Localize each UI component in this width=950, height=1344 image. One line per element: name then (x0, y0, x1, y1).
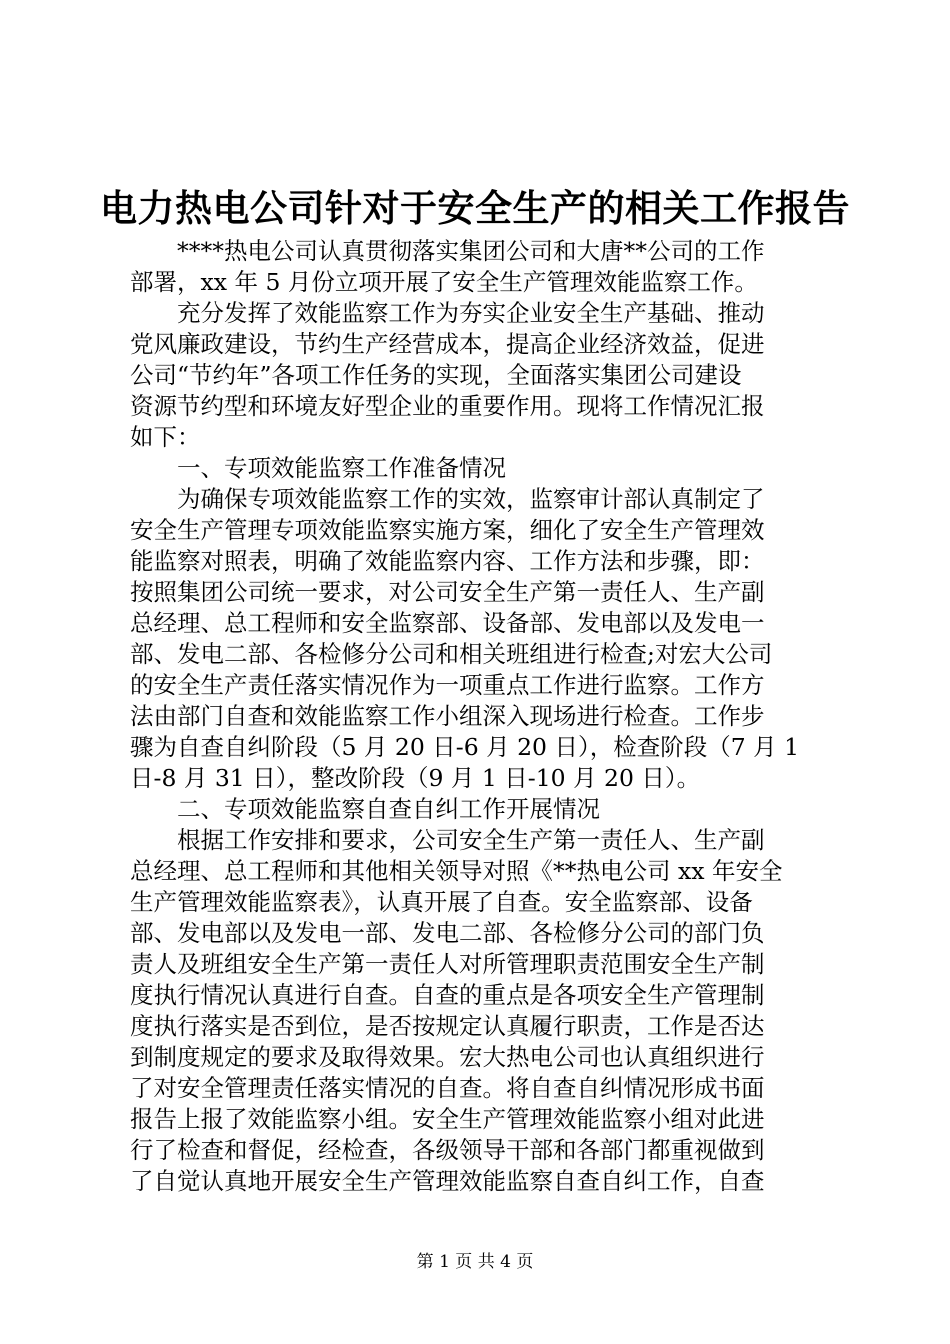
body-line: 能监察对照表，明确了效能监察内容、工作方法和步骤，即： (130, 547, 765, 575)
body-line: 的安全生产责任落实情况作为一项重点工作进行监察。工作方 (130, 671, 765, 699)
body-line: 总经理、总工程师和安全监察部、设备部、发电部以及发电一 (130, 609, 765, 637)
document-title: 电力热电公司针对于安全生产的相关工作报告 (100, 186, 850, 230)
body-line: 资源节约型和环境友好型企业的重要作用。现将工作情况汇报 (130, 392, 765, 420)
body-line: 度执行落实是否到位，是否按规定认真履行职责，工作是否达 (130, 1012, 765, 1040)
body-line: 报告上报了效能监察小组。安全生产管理效能监察小组对此进 (130, 1105, 765, 1133)
body-line: 为确保专项效能监察工作的实效，监察审计部认真制定了 (130, 485, 765, 513)
body-line: 法由部门自查和效能监察工作小组深入现场进行检查。工作步 (130, 702, 765, 730)
body-line: 按照集团公司统一要求，对公司安全生产第一责任人、生产副 (130, 578, 765, 606)
section-heading: 二、专项效能监察自查自纠工作开展情况 (130, 795, 600, 823)
body-line: 公司“节约年”各项工作任务的实现，全面落实集团公司建设 (130, 361, 742, 389)
body-line: 充分发挥了效能监察工作为夯实企业安全生产基础、推动 (130, 299, 765, 327)
section-heading: 一、专项效能监察工作准备情况 (130, 454, 506, 482)
body-line: 了对安全管理责任落实情况的自查。将自查自纠情况形成书面 (130, 1074, 765, 1102)
body-line: 部、发电二部、各检修分公司和相关班组进行检查;对宏大公司 (130, 640, 773, 668)
body-line: 行了检查和督促，经检查，各级领导干部和各部门都重视做到 (130, 1136, 765, 1164)
body-line: 如下： (130, 423, 201, 451)
body-line: 部署，xx 年 5 月份立项开展了安全生产管理效能监察工作。 (130, 268, 758, 296)
body-line: 总经理、总工程师和其他相关领导对照《**热电公司 xx 年安全 (130, 857, 783, 885)
body-line: 到制度规定的要求及取得效果。宏大热电公司也认真组织进行 (130, 1043, 765, 1071)
body-line: 骤为自查自纠阶段（5 月 20 日-6 月 20 日），检查阶段（7 月 1 (130, 733, 800, 761)
body-line: 度执行情况认真进行自查。自查的重点是各项安全生产管理制 (130, 981, 765, 1009)
body-line: ****热电公司认真贯彻落实集团公司和大唐**公司的工作 (130, 237, 765, 265)
body-line: 部、发电部以及发电一部、发电二部、各检修分公司的部门负 (130, 919, 765, 947)
body-line: 安全生产管理专项效能监察实施方案，细化了安全生产管理效 (130, 516, 765, 544)
page-number-footer: 第 1 页 共 4 页 (416, 1252, 534, 1272)
body-line: 党风廉政建设，节约生产经营成本，提高企业经济效益，促进 (130, 330, 765, 358)
body-line: 日-8 月 31 日），整改阶段（9 月 1 日-10 月 20 日）。 (130, 764, 701, 792)
body-line: 了自觉认真地开展安全生产管理效能监察自查自纠工作，自查 (130, 1167, 765, 1195)
document-body (130, 236, 830, 1197)
body-line: 责人及班组安全生产第一责任人对所管理职责范围安全生产制 (130, 950, 765, 978)
body-line: 生产管理效能监察表》，认真开展了自查。安全监察部、设备 (130, 888, 753, 916)
body-line: 根据工作安排和要求，公司安全生产第一责任人、生产副 (130, 826, 765, 854)
